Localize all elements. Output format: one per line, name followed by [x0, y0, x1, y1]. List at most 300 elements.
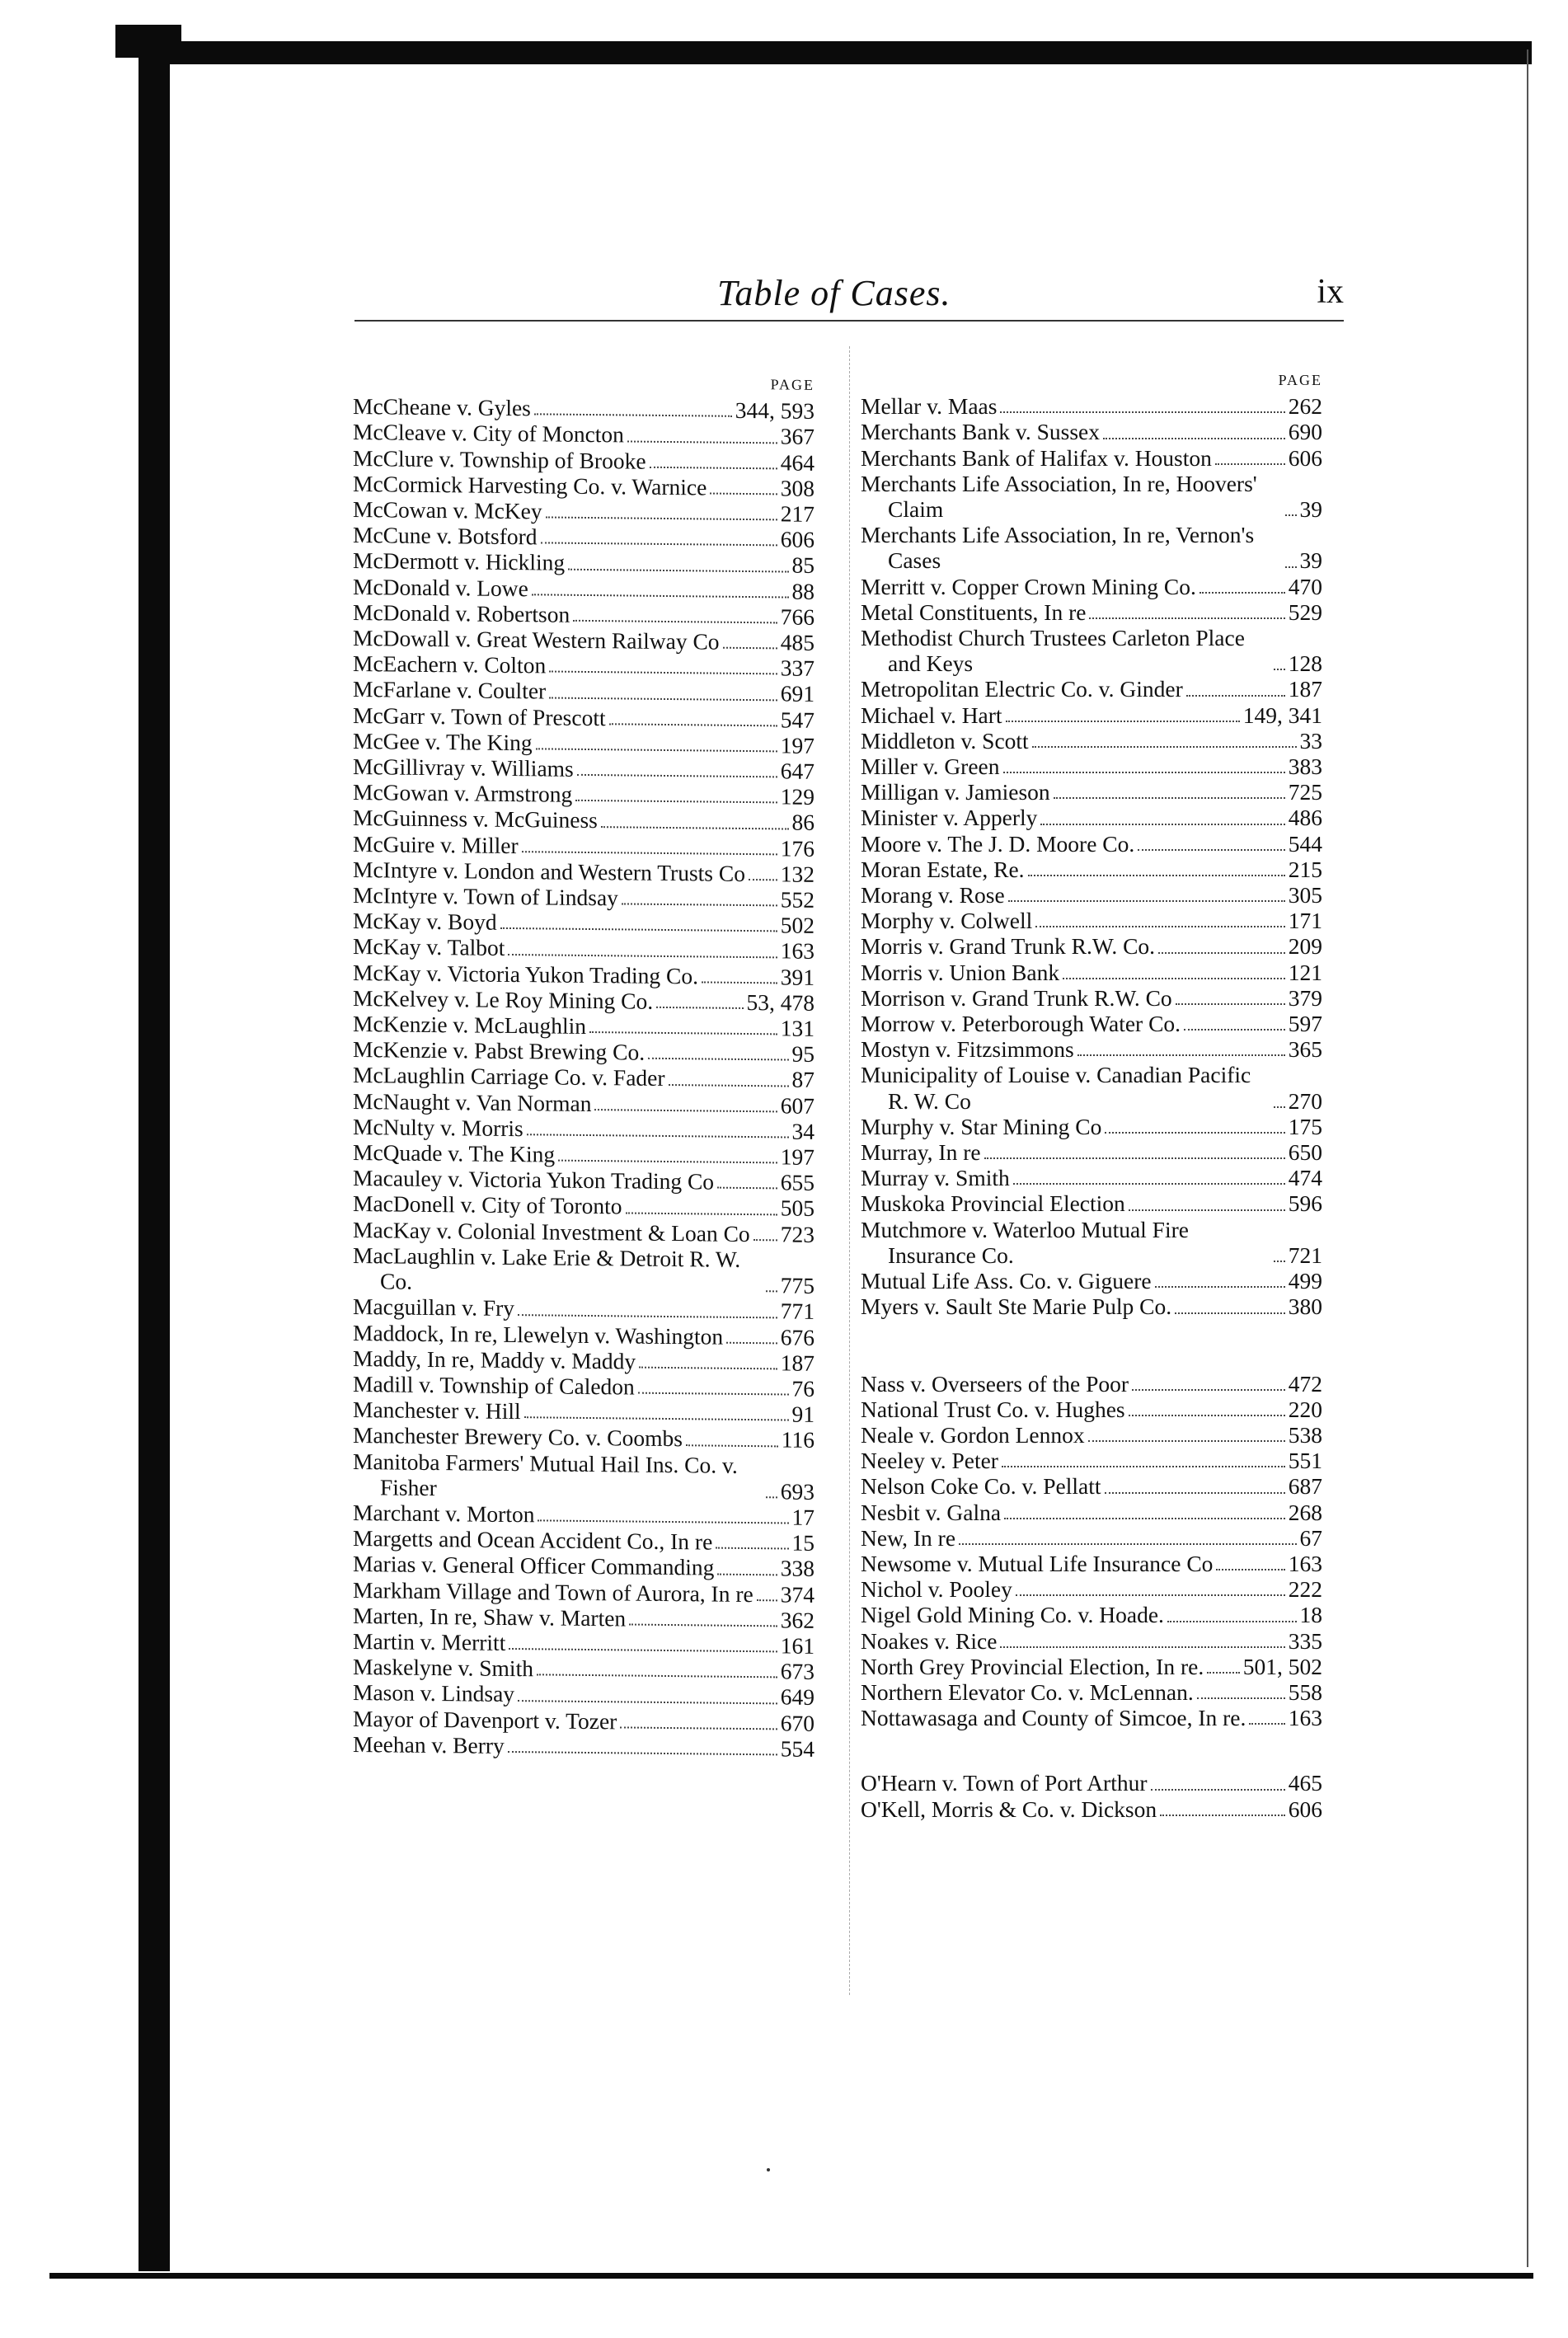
case-name: Neale v. Gordon Lennox	[861, 1421, 1085, 1448]
case-page: 367	[780, 423, 815, 450]
dot-leader	[656, 1002, 743, 1009]
case-name: Mutual Life Ass. Co. v. Giguere	[861, 1268, 1152, 1294]
case-entry	[861, 676, 1322, 702]
case-entry	[353, 1448, 815, 1505]
case-page: 163	[1288, 1705, 1322, 1731]
case-name: O'Kell, Morris & Co. v. Dickson	[861, 1796, 1157, 1822]
dot-leader	[1103, 433, 1285, 439]
case-page: 131	[780, 1015, 815, 1041]
case-list	[353, 393, 815, 1762]
case-page: 606	[1288, 444, 1322, 471]
case-entry	[861, 1165, 1322, 1190]
case-entry	[861, 1602, 1322, 1627]
case-page: 379	[1288, 984, 1322, 1011]
dot-leader	[984, 1153, 1285, 1159]
case-page: 558	[1288, 1678, 1322, 1705]
case-page: 501, 502	[1242, 1653, 1322, 1679]
case-name: McCleave v. City of Moncton	[353, 419, 624, 448]
case-entry	[861, 1217, 1322, 1268]
case-name: Merchants Life Association, In re, Vernon's Cases	[861, 522, 1261, 574]
case-page: 262	[1288, 393, 1322, 420]
case-name: McGarr v. Town of Prescott	[353, 702, 606, 730]
case-name: Maddy, In re, Maddy v. Maddy	[353, 1345, 636, 1374]
dot-leader	[509, 1643, 777, 1652]
case-page: 676	[780, 1323, 815, 1350]
case-name: Madill v. Township of Caledon	[353, 1370, 635, 1400]
case-name: MacDonell v. City of Toronto	[353, 1190, 622, 1219]
case-page: 338	[780, 1555, 815, 1582]
case-list-o	[861, 1770, 1322, 1821]
case-page: 18	[1299, 1602, 1322, 1628]
case-page: 161	[780, 1632, 815, 1659]
case-name: McLaughlin Carriage Co. v. Fader	[353, 1062, 665, 1092]
dot-leader	[622, 899, 777, 907]
dot-leader	[1004, 1513, 1285, 1519]
case-name: McDowall v. Great Western Railway Co	[353, 625, 720, 655]
case-page: 687	[1288, 1473, 1322, 1500]
case-page: 34	[791, 1118, 815, 1144]
dot-leader	[726, 1336, 777, 1344]
dot-leader	[669, 1079, 789, 1087]
case-page: 693	[780, 1478, 815, 1505]
case-page: 554	[780, 1735, 815, 1762]
dot-leader	[546, 512, 777, 521]
case-entry	[861, 522, 1322, 573]
case-page: 470	[1288, 573, 1322, 599]
case-page: 132	[780, 861, 815, 887]
case-page: 551	[1288, 1448, 1322, 1474]
case-name: Metropolitan Electric Co. v. Ginder	[861, 676, 1183, 702]
case-name: O'Hearn v. Town of Port Arthur	[861, 1770, 1148, 1796]
case-entry	[353, 1242, 815, 1298]
case-name: National Trust Co. v. Hughes	[861, 1396, 1125, 1422]
case-page: 76	[791, 1375, 815, 1401]
page-number: ix	[1317, 273, 1344, 311]
dot-leader	[629, 1618, 777, 1627]
dot-leader	[1176, 998, 1285, 1005]
case-page: 17	[791, 1504, 815, 1530]
case-name: Maskelyne v. Smith	[353, 1654, 533, 1682]
case-name: Nelson Coke Co. v. Pellatt	[861, 1473, 1101, 1500]
dot-leader	[568, 563, 788, 572]
case-entry	[861, 1397, 1322, 1422]
scan-border-left	[138, 45, 170, 2271]
case-entry	[861, 1062, 1322, 1113]
case-name: Marias v. General Officer Commanding	[353, 1551, 715, 1580]
dot-leader	[1160, 1810, 1285, 1816]
case-page: 85	[791, 552, 815, 579]
case-name: Nottawasaga and County of Simcoe, In re.	[861, 1705, 1246, 1731]
case-name: Mayor of Davenport v. Tozer	[353, 1705, 617, 1734]
case-name: Middleton v. Scott	[861, 727, 1029, 754]
case-page: 383	[1288, 754, 1322, 780]
case-page: 691	[780, 680, 815, 707]
case-page: 217	[780, 500, 815, 527]
case-name: Morrow v. Peterborough Water Co.	[861, 1011, 1181, 1037]
case-page: 88	[791, 578, 815, 604]
case-name: McDonald v. Robertson	[353, 599, 570, 627]
case-name: McKay v. Boyd	[353, 908, 497, 936]
case-name: Metal Constituents, In re	[861, 599, 1087, 625]
dot-leader	[532, 589, 789, 598]
case-name: McKenzie v. Pabst Brewing Co.	[353, 1036, 646, 1065]
case-page: 171	[1288, 908, 1322, 934]
case-name: Newsome v. Mutual Life Insurance Co	[861, 1550, 1214, 1576]
case-entry	[861, 471, 1322, 522]
case-page: 538	[1288, 1421, 1322, 1448]
case-name: Nigel Gold Mining Co. v. Hoade.	[861, 1602, 1164, 1628]
case-page: 650	[1288, 1139, 1322, 1166]
case-page: 209	[1288, 933, 1322, 960]
dot-leader	[1216, 1564, 1284, 1570]
dot-leader	[749, 874, 777, 880]
dot-leader	[650, 462, 777, 470]
case-entry	[861, 805, 1322, 830]
case-entry	[861, 1448, 1322, 1473]
case-page: 723	[780, 1221, 815, 1247]
dot-leader	[1158, 947, 1285, 954]
dot-leader	[1129, 1410, 1285, 1416]
case-entry	[861, 1770, 1322, 1796]
dot-leader	[549, 692, 777, 701]
case-entry	[861, 1139, 1322, 1165]
case-name: McEachern v. Colton	[353, 650, 547, 678]
case-name: Mason v. Lindsay	[353, 1679, 515, 1707]
dot-leader	[717, 1568, 777, 1575]
speck	[767, 2168, 770, 2171]
case-name: New, In re	[861, 1524, 956, 1551]
case-name: Manchester v. Hill	[353, 1397, 521, 1425]
dot-leader	[1105, 1487, 1285, 1494]
dot-leader	[757, 1594, 777, 1601]
case-entry	[861, 1628, 1322, 1654]
dot-leader	[627, 435, 777, 444]
case-name: McKay v. Talbot	[353, 933, 505, 961]
case-page: 268	[1288, 1499, 1322, 1525]
dot-leader	[1215, 458, 1285, 465]
case-name: McQuade v. The King	[353, 1139, 556, 1167]
case-name: MacLaughlin v. Lake Erie & Detroit R. W. Co.	[353, 1242, 747, 1294]
dot-leader	[1167, 1616, 1297, 1622]
case-name: McDonald v. Lowe	[353, 573, 528, 601]
case-entry	[861, 1268, 1322, 1293]
dot-leader	[1028, 870, 1285, 876]
dot-leader	[638, 1387, 789, 1396]
case-list-n	[861, 1371, 1322, 1731]
case-page: 391	[780, 964, 815, 990]
case-page: 552	[780, 886, 815, 913]
case-page: 87	[791, 1067, 815, 1093]
case-name: Noakes v. Rice	[861, 1627, 998, 1654]
dot-leader	[1197, 1692, 1285, 1699]
case-name: Murray v. Smith	[861, 1165, 1010, 1191]
case-name: Merchants Bank of Halifax v. Houston	[861, 444, 1212, 471]
case-page: 335	[1288, 1627, 1322, 1654]
case-page: 649	[780, 1683, 815, 1711]
case-entry	[861, 1114, 1322, 1139]
case-entry	[861, 419, 1322, 444]
dot-leader	[1054, 792, 1285, 799]
case-page: 673	[780, 1658, 815, 1685]
case-name: Michael v. Hart	[861, 702, 1002, 728]
dot-leader	[1151, 1784, 1285, 1791]
dot-leader	[500, 923, 777, 932]
dot-leader	[538, 1514, 788, 1523]
case-name: Mellar v. Maas	[861, 393, 998, 420]
case-page: 222	[1288, 1576, 1322, 1603]
case-name: Murray, In re	[861, 1139, 981, 1166]
dot-leader	[518, 1309, 777, 1318]
case-page: 775	[780, 1272, 815, 1298]
case-entry	[861, 702, 1322, 728]
dot-leader	[1175, 1307, 1285, 1314]
case-entry	[861, 985, 1322, 1011]
case-page: 380	[1288, 1293, 1322, 1320]
case-page: 544	[1288, 830, 1322, 857]
case-name: Morphy v. Colwell	[861, 908, 1033, 934]
case-name: Moore v. The J. D. Moore Co.	[861, 830, 1135, 857]
case-page: 337	[780, 655, 815, 682]
case-name: Municipality of Louise v. Canadian Pacific R. W. Co	[861, 1062, 1257, 1114]
case-entry	[861, 574, 1322, 599]
case-entry	[861, 857, 1322, 882]
case-name: Muskoka Provincial Election	[861, 1190, 1125, 1217]
case-page: 547	[780, 707, 815, 733]
dot-leader	[541, 538, 777, 547]
case-page: 270	[1288, 1087, 1322, 1114]
case-page: 725	[1288, 779, 1322, 805]
dot-leader	[723, 642, 777, 650]
dot-leader	[1274, 1256, 1285, 1262]
case-page: 308	[780, 475, 815, 501]
case-name: North Grey Provincial Election, In re.	[861, 1653, 1204, 1679]
case-entry	[861, 1473, 1322, 1499]
case-entry	[861, 1011, 1322, 1036]
case-entry	[861, 1422, 1322, 1448]
case-name: McGuire v. Miller	[353, 830, 519, 858]
case-page: 766	[780, 603, 815, 630]
case-entry	[861, 1705, 1322, 1730]
page-edge-right	[1527, 49, 1528, 2267]
case-entry	[861, 754, 1322, 779]
case-name: Miller v. Green	[861, 754, 1000, 780]
case-page: 365	[1288, 1036, 1322, 1063]
case-name: McKenzie v. McLaughlin	[353, 1011, 587, 1040]
case-name: Margetts and Ocean Accident Co., In re	[353, 1525, 713, 1555]
case-name: Milligan v. Jamieson	[861, 779, 1050, 805]
case-page: 502	[780, 912, 815, 939]
case-page: 176	[780, 835, 815, 861]
case-page: 499	[1288, 1268, 1322, 1294]
case-page: 39	[1299, 547, 1322, 574]
dot-leader	[1274, 664, 1285, 670]
case-page: 175	[1288, 1113, 1322, 1139]
case-name: Morrison v. Grand Trunk R.W. Co	[861, 984, 1172, 1011]
header-rule	[354, 320, 1344, 322]
dot-leader	[594, 1104, 777, 1112]
case-name: Manchester Brewery Co. v. Coombs	[353, 1422, 683, 1452]
page-column-heading: PAGE	[770, 376, 815, 393]
case-name: Morang v. Rose	[861, 882, 1005, 908]
case-name: Neeley v. Peter	[861, 1448, 998, 1474]
dot-leader	[1132, 1384, 1285, 1391]
page-column-heading: PAGE	[1278, 372, 1322, 388]
case-name: Nichol v. Pooley	[861, 1576, 1012, 1603]
case-name: Northern Elevator Co. v. McLennan.	[861, 1678, 1194, 1705]
case-name: McIntyre v. Town of Lindsay	[353, 882, 618, 911]
case-entry	[861, 960, 1322, 985]
case-name: Merritt v. Copper Crown Mining Co.	[861, 573, 1196, 599]
case-page: 597	[1288, 1011, 1322, 1037]
case-name: Morris v. Union Bank	[861, 959, 1060, 985]
case-page: 220	[1288, 1396, 1322, 1422]
dot-leader	[1184, 1024, 1285, 1031]
case-page: 86	[791, 810, 815, 836]
dot-leader	[710, 488, 777, 495]
dot-leader	[1199, 587, 1285, 594]
case-entry	[861, 1796, 1322, 1822]
case-name: Maddock, In re, Llewelyn v. Washington	[353, 1319, 724, 1350]
case-page: 721	[1288, 1242, 1322, 1268]
dot-leader	[549, 666, 777, 675]
case-page: 606	[1288, 1796, 1322, 1822]
dot-leader	[524, 1411, 789, 1420]
case-name: McGuinness v. McGuiness	[353, 805, 598, 833]
case-page: 197	[780, 732, 815, 758]
case-entry	[353, 1731, 815, 1762]
case-page: 464	[780, 449, 815, 476]
case-entry	[861, 779, 1322, 805]
case-name: McCormick Harvesting Co. v. Warnice	[353, 470, 707, 500]
case-entry	[861, 908, 1322, 933]
case-entry	[861, 599, 1322, 625]
dot-leader	[620, 1721, 777, 1730]
case-page: 655	[780, 1169, 815, 1196]
dot-leader	[1138, 844, 1284, 851]
case-page: 465	[1288, 1770, 1322, 1796]
case-page: 690	[1288, 419, 1322, 445]
column-divider	[849, 346, 851, 1995]
dot-leader	[1003, 767, 1285, 773]
case-name: Marten, In re, Shaw v. Marten	[353, 1602, 627, 1631]
case-entry	[861, 1190, 1322, 1216]
dot-leader	[518, 1695, 777, 1704]
case-entry	[861, 1679, 1322, 1705]
dot-leader	[1063, 973, 1285, 979]
dot-leader	[609, 718, 777, 726]
case-entry	[861, 1500, 1322, 1525]
dot-leader	[1035, 921, 1284, 927]
case-name: Nesbit v. Galna	[861, 1499, 1002, 1525]
case-name: Minister v. Apperly	[861, 805, 1038, 831]
case-page: 128	[1288, 650, 1322, 677]
case-page: 163	[1288, 1550, 1322, 1576]
case-name: Mostyn v. Fitzsimmons	[861, 1036, 1074, 1063]
case-page: 33	[1299, 727, 1322, 754]
dot-leader	[1249, 1718, 1284, 1725]
case-page: 129	[780, 783, 815, 810]
case-name: McClure v. Township of Brooke	[353, 444, 646, 474]
case-name: MacKay v. Colonial Investment & Loan Co	[353, 1216, 750, 1246]
dot-leader	[1105, 1127, 1284, 1134]
dot-leader	[534, 409, 732, 418]
case-name: Manitoba Farmers' Mutual Hail Ins. Co. v. Fisher	[353, 1448, 744, 1500]
dot-leader	[1129, 1204, 1285, 1211]
dot-leader	[577, 769, 777, 778]
dot-leader	[1032, 741, 1297, 748]
case-page: 505	[780, 1195, 815, 1222]
dot-leader	[716, 1542, 788, 1550]
dot-leader	[1274, 1101, 1285, 1108]
dot-leader	[626, 1207, 777, 1215]
case-list-m	[861, 393, 1322, 1319]
case-page: 215	[1288, 856, 1322, 882]
dot-leader	[1155, 1281, 1285, 1288]
case-name: McGillivray v. Williams	[353, 754, 574, 782]
case-page: 344, 593	[735, 397, 815, 425]
case-page: 91	[791, 1401, 815, 1427]
case-entry	[861, 933, 1322, 959]
dot-leader	[766, 1491, 777, 1498]
case-name: Merchants Life Association, In re, Hoovers' Claim	[861, 470, 1263, 522]
dot-leader	[573, 615, 777, 624]
case-name: McFarlane v. Coulter	[353, 676, 547, 704]
dot-leader	[766, 1286, 777, 1293]
dot-leader	[1088, 1435, 1285, 1442]
case-entry	[861, 393, 1322, 419]
case-page: 15	[791, 1529, 815, 1556]
case-page: 305	[1288, 882, 1322, 908]
case-page: 116	[781, 1426, 815, 1453]
case-page: 163	[780, 937, 815, 965]
case-entry	[861, 1293, 1322, 1319]
dot-leader	[1013, 1178, 1285, 1185]
case-page: 606	[780, 526, 815, 553]
case-name: McCowan v. McKey	[353, 496, 542, 524]
case-page: 121	[1288, 959, 1322, 985]
case-name: Macauley v. Victoria Yukon Trading Co	[353, 1165, 715, 1195]
case-entry	[861, 625, 1322, 676]
case-page: 53, 478	[746, 988, 815, 1016]
case-page: 374	[780, 1580, 815, 1608]
scan-border-top	[138, 41, 1532, 64]
dot-leader	[639, 1362, 777, 1370]
case-page: 197	[780, 1143, 815, 1170]
case-name: Marchant v. Morton	[353, 1499, 535, 1528]
dot-leader	[702, 976, 777, 984]
case-page: 529	[1288, 599, 1322, 625]
case-name: Morris v. Grand Trunk R.W. Co.	[861, 933, 1156, 960]
case-entry	[861, 882, 1322, 908]
case-name: McCune v. Botsford	[353, 522, 538, 550]
case-name: McNaught v. Van Norman	[353, 1087, 592, 1116]
left-column	[353, 368, 815, 1762]
dot-leader	[508, 949, 777, 958]
case-page: 607	[780, 1092, 815, 1119]
case-page: 486	[1288, 805, 1322, 831]
case-name: McKay v. Victoria Yukon Trading Co.	[353, 959, 698, 989]
case-entry	[861, 1551, 1322, 1576]
dot-leader	[1285, 561, 1297, 568]
case-entry	[861, 1036, 1322, 1062]
case-page: 95	[791, 1040, 815, 1068]
case-name: Methodist Church Trustees Carleton Place and Keys	[861, 625, 1251, 677]
case-entry	[861, 1654, 1322, 1679]
case-entry	[861, 1576, 1322, 1602]
case-entry	[861, 831, 1322, 857]
case-name: McIntyre v. London and Western Trusts Co	[353, 856, 745, 886]
dot-leader	[558, 1155, 777, 1164]
